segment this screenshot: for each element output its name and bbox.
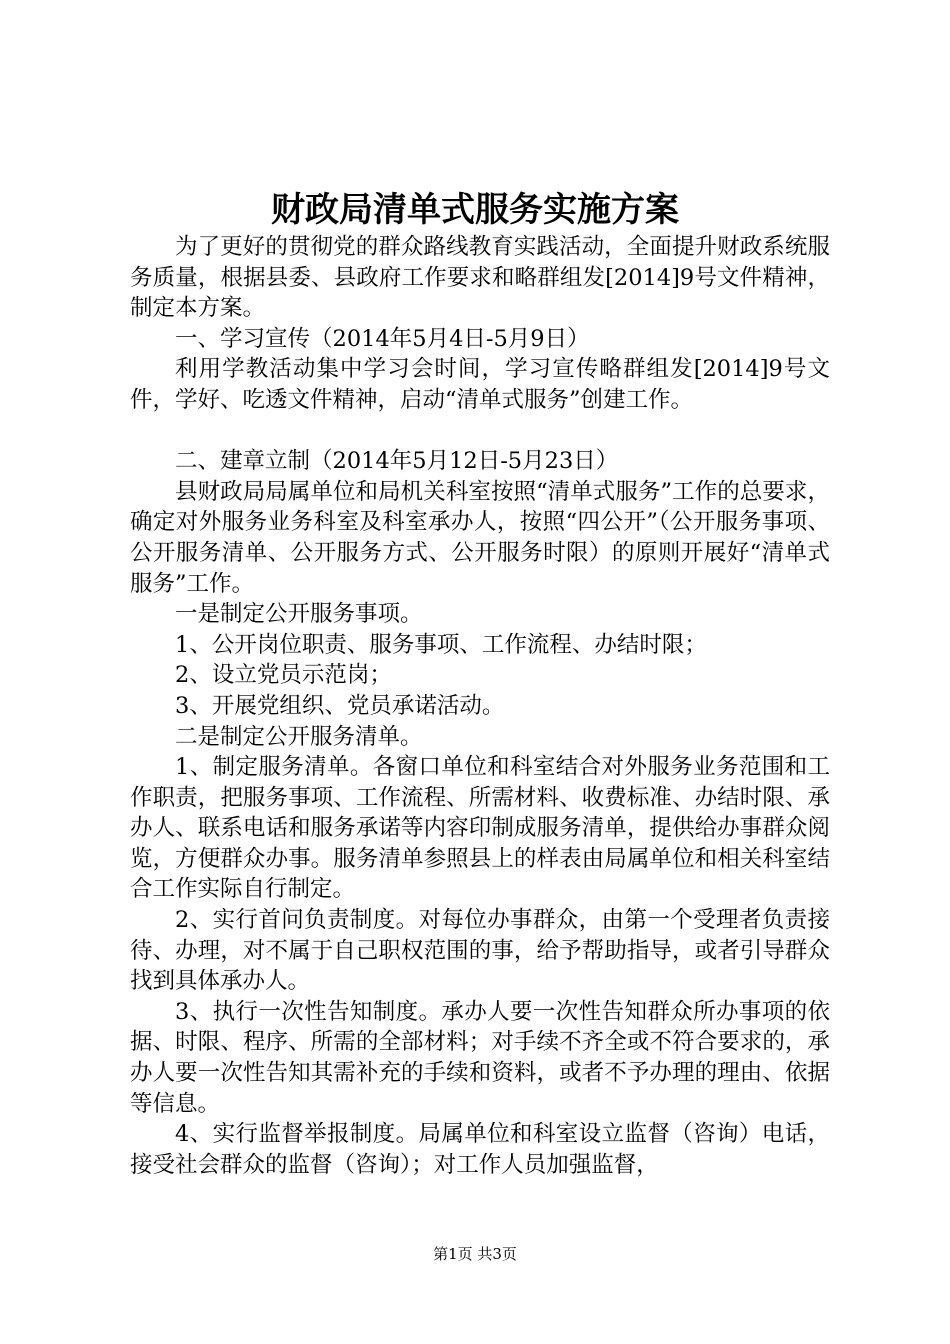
list-item: 3、开展党组织、党员承诺活动。 [175, 692, 505, 719]
blank-line [130, 416, 830, 447]
page-number: 第1页 共3页 [433, 1245, 517, 1263]
list-item: 3、执行一次性告知制度。承办人要一次性告知群众所办事项的依据、时限、程序、所需的全部材料；对手续不齐全或不符合要求的，承办人要一次性告知其需补充的手续和资料，或者不予办理的理由、依据等信息。 [130, 998, 830, 1117]
list-item: 1、公开岗位职责、服务事项、工作流程、办结时限； [175, 631, 707, 658]
document-title: 财政局清单式服务实施方案 [271, 190, 679, 230]
subheading-service-list: 二是制定公开服务清单。 [175, 723, 423, 750]
paragraph-intro: 为了更好的贯彻党的群众路线教育实践活动，全面提升财政系统服务质量，根据县委、县政府工作要求和略群组发[2014]9号文件精神，制定本方案。 [130, 234, 830, 322]
list-item: 1、制定服务清单。各窗口单位和科室结合对外服务业务范围和工作职责，把服务事项、工作流程、所需材料、收费标准、办结时限、承办人、联系电话和服务承诺等内容印制成服务清单，提供给办事群众阅览，方便群众办事。服务清单参照县上的样表由局属单位和相关科室结合工作实际自行制定。 [130, 754, 830, 903]
list-item: 2、实行首问负责制度。对每位办事群众，由第一个受理者负责接待、办理，对不属于自己职权范围的事，给予帮助指导，或者引导群众找到具体承办人。 [130, 907, 830, 995]
list-item: 2、设立党员示范岗； [175, 662, 392, 689]
paragraph-four-public: 县财政局局属单位和局机关科室按照“清单式服务”工作的总要求，确定对外服务业务科室及科室承办人，按照“四公开”（公开服务事项、公开服务清单、公开服务方式、公开服务时限）的原则开展好“清单式服务”工作。 [130, 478, 830, 597]
subheading-service-items: 一是制定公开服务事项。 [175, 601, 423, 628]
paragraph-study: 利用学教活动集中学习会时间，学习宣传略群组发[2014]9号文件，学好、吃透文件精神，启动“清单式服务”创建工作。 [130, 356, 830, 413]
section-heading-2: 二、建章立制（2014年5月12日-5月23日） [175, 448, 619, 475]
section-heading-1: 一、学习宣传（2014年5月4日-5月9日） [175, 325, 590, 352]
list-item: 4、实行监督举报制度。局属单位和科室设立监督（咨询）电话，接受社会群众的监督（咨询）；对工作人员加强监督， [130, 1121, 830, 1178]
document-body [130, 232, 830, 1180]
